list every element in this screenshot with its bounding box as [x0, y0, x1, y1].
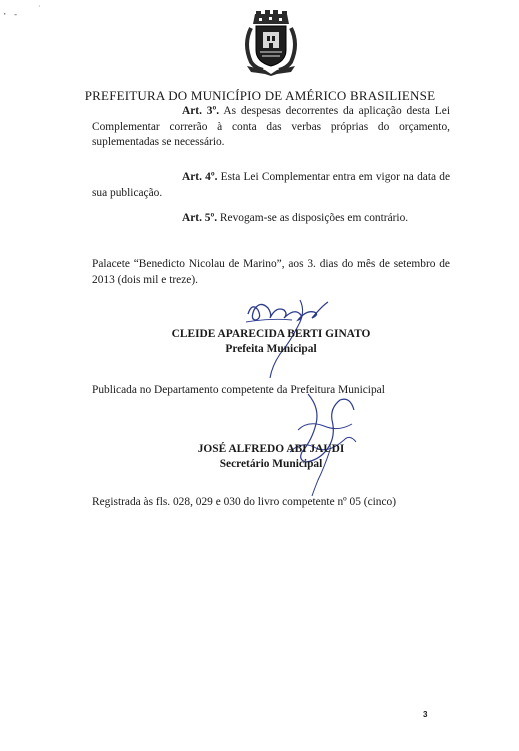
article-text: As despesas decorrentes da aplicação desta Lei Complementar correrão à conta das verbas próprias do orçamento, suplementadas se necessário.: [92, 105, 450, 148]
closing-paragraph: Palacete “Benedicto Nicolau de Marino”, aos 3. dias do mês de setembro de 2013 (dois mil e treze).: [92, 258, 450, 286]
coat-of-arms-icon: [241, 10, 301, 76]
signatory1-title: Prefeita Municipal: [225, 343, 317, 355]
article-label: Art. 3º.: [182, 105, 220, 117]
article-label: Art. 4º.: [182, 171, 218, 183]
registration-line: Registrada às fls. 028, 029 e 030 do livro competente nº 05 (cinco): [92, 496, 397, 508]
signatory2-name: JOSÉ ALFREDO ABI JAUDI: [197, 443, 345, 455]
scan-dot: ·: [38, 2, 41, 11]
publication-line: Publicada no Departamento competente da Prefeitura Municipal: [92, 384, 385, 396]
scan-mark: · -: [2, 10, 19, 20]
signatory1-name: CLEIDE APARECIDA BERTI GINATO: [171, 328, 371, 340]
article-text: Esta Lei Complementar entra em vigor na data de sua publicação.: [92, 171, 450, 199]
article-label: Art. 5º.: [182, 212, 218, 224]
signatory2-title: Secretário Municipal: [219, 458, 323, 470]
article-3: [92, 104, 450, 151]
article-5: [92, 211, 450, 227]
page-number: 3: [423, 710, 428, 719]
article-4: [92, 170, 450, 201]
header-title: PREFEITURA DO MUNICÍPIO DE AMÉRICO BRASILIENSE: [84, 88, 436, 103]
article-text: Revogam-se as disposições em contrário.: [217, 212, 409, 224]
